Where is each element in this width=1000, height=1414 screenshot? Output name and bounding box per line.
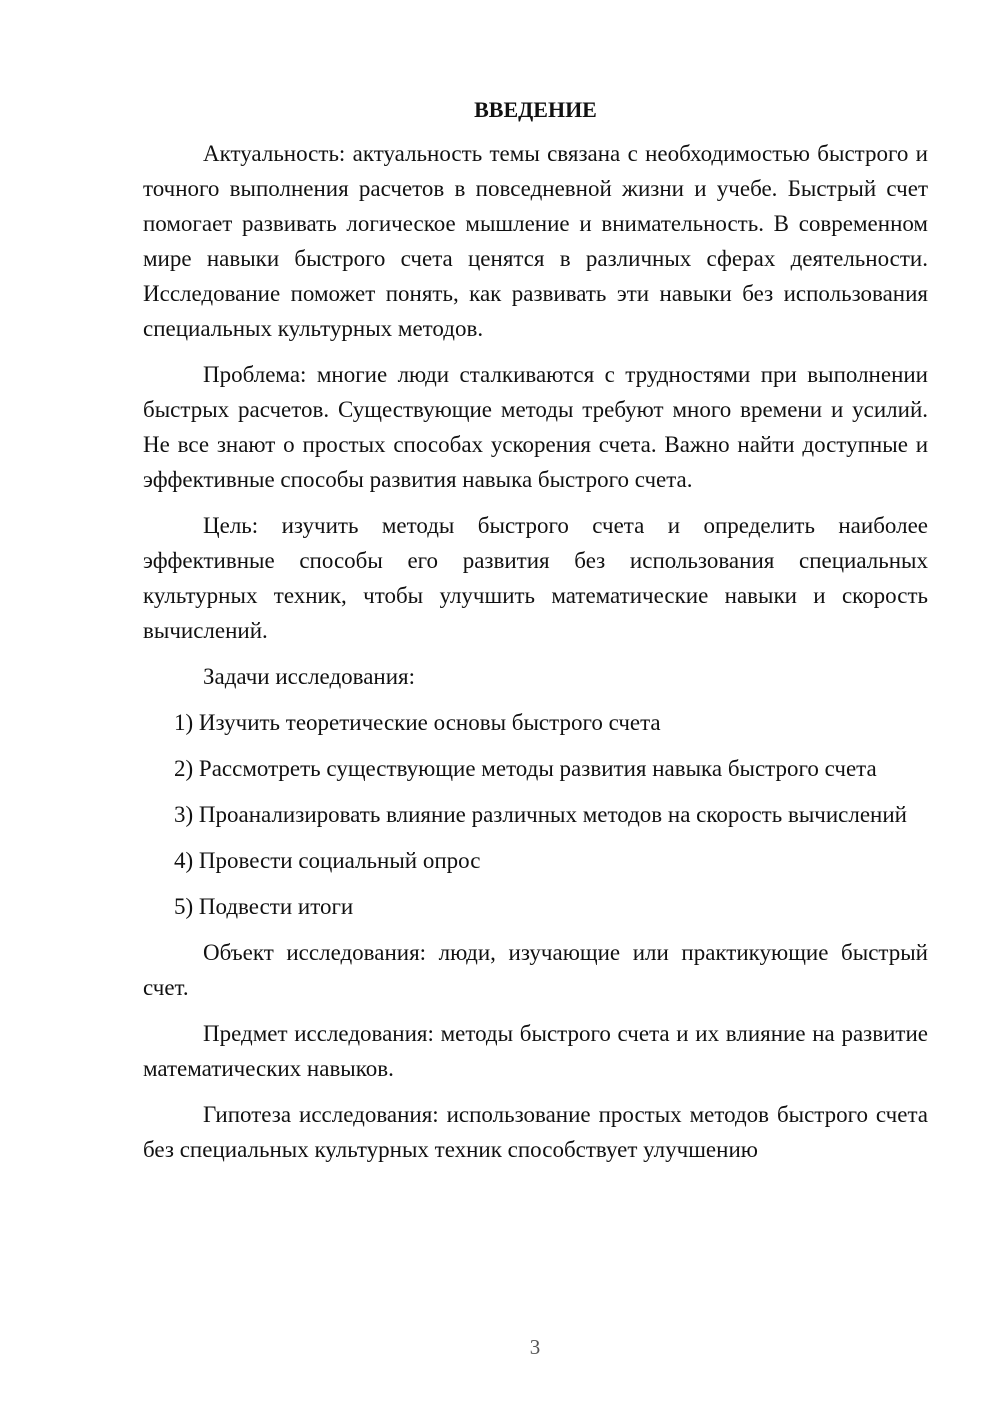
relevance-paragraph: Актуальность: актуальность темы связана с необходимостью быстрого и точного выполнения расчетов в повседневной жизни и учебе. Быстрый счет помогает развивать логическое мышление и внимательность. В современном мире навыки быстрого счета ценятся в различных сферах деятельности. Исследование поможет понять, как развивать эти навыки без использования специальных культурных методов. <box>143 141 928 341</box>
tasks-title: Задачи исследования: <box>203 664 416 689</box>
goal-paragraph: Цель: изучить методы быстрого счета и определить наиболее эффективные способы его развития без использования специальных культурных техник, чтобы улучшить математические навыки и скорость вычислений. <box>143 513 928 643</box>
section-heading: ВВЕДЕНИЕ <box>474 97 597 122</box>
subject-paragraph: Предмет исследования: методы быстрого счета и их влияние на развитие математических навыков. <box>143 1021 928 1081</box>
page-content <box>143 92 928 1178</box>
hypothesis-paragraph: Гипотеза исследования: использование простых методов быстрого счета без специальных культурных техник способствует улучшению <box>143 1102 928 1162</box>
object-paragraph: Объект исследования: люди, изучающие или практикующие быстрый счет. <box>143 940 928 1000</box>
page-number: 3 <box>529 1335 541 1359</box>
task-item: 2) Рассмотреть существующие методы развития навыка быстрого счета <box>174 756 877 781</box>
task-item: 5) Подвести итоги <box>174 894 354 919</box>
task-item: 1) Изучить теоретические основы быстрого счета <box>174 710 661 735</box>
task-item: 4) Провести социальный опрос <box>174 848 481 873</box>
task-item: 3) Проанализировать влияние различных методов на скорость вычислений <box>174 802 907 827</box>
problem-paragraph: Проблема: многие люди сталкиваются с трудностями при выполнении быстрых расчетов. Существующие методы требуют много времени и усилий. Не все знают о простых способах ускорения счета. Важно найти доступные и эффективные способы развития навыка быстрого счета. <box>143 362 928 492</box>
